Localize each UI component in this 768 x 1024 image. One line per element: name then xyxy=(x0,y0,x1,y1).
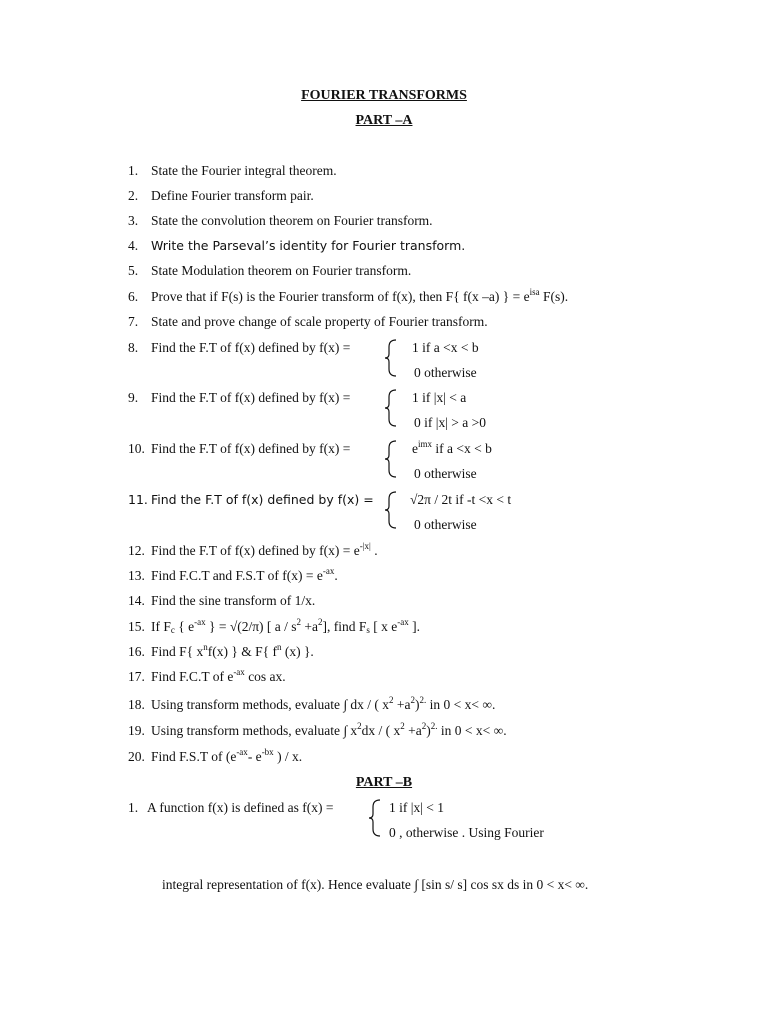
question-text: Define Fourier transform pair. xyxy=(151,188,314,203)
question-text: Write the Parseval’s identity for Fourier transform. xyxy=(151,238,466,253)
question-number: 8. xyxy=(128,340,139,355)
document-title: FOURIER TRANSFORMS xyxy=(301,88,467,103)
question-number: 12. xyxy=(128,543,145,558)
case-2: 0 otherwise xyxy=(414,517,477,532)
question-text: Prove that if F(s) is the Fourier transform of f(x), then F{ f(x –a) } = $e^{isa}$ F(s). xyxy=(151,287,569,304)
question-number: 15. xyxy=(128,619,145,634)
left-brace-icon xyxy=(384,490,398,530)
question-text: Find F{ $x^nf(x)$ } & F{ $f^n$ (x) }. xyxy=(151,642,314,659)
question-number: 14. xyxy=(128,593,145,608)
case-2: 0 , otherwise . Using Fourier xyxy=(389,825,544,840)
left-brace-icon xyxy=(384,439,398,479)
question-number: 5. xyxy=(128,263,139,278)
case-2: 0 if |x| > a >0 xyxy=(414,415,486,430)
case-2: 0 otherwise xyxy=(414,365,477,380)
question-text: State and prove change of scale property of Fourier transform. xyxy=(151,314,488,329)
question-text: Find F.S.T of ($e^{-ax}-$ $e^{-bx}$ ) / x. xyxy=(151,747,303,764)
part-b-heading: PART –B xyxy=(355,775,413,790)
case-1: $e^{imx}$ if a <x < b xyxy=(412,439,492,456)
case-1: 1 if a <x < b xyxy=(412,340,479,355)
question-text: Find the F.T of f(x) defined by f(x) = xyxy=(151,390,351,405)
question-text: Find the F.T of f(x) defined by f(x) = xyxy=(151,441,351,456)
question-text: Find the sine transform of 1/x. xyxy=(151,593,316,608)
question-text: Using transform methods, evaluate ∫ dx / ( $x^2 +a^2)^{2.}$ in 0 < x< ∞. xyxy=(151,695,496,712)
question-number: 11. xyxy=(128,492,148,507)
part-b-question-1-continuation: integral representation of f(x). Hence evaluate ∫ [sin s/ s] cos sx ds in 0 < x< ∞. xyxy=(162,877,589,892)
question-number: 4. xyxy=(128,238,139,253)
question-number: 7. xyxy=(128,314,139,329)
question-text: Find the F.T of f(x) defined by f(x) = xyxy=(151,492,374,507)
question-text: Find F.C.T and F.S.T of $f(x) = e^{-ax}$. xyxy=(151,566,338,583)
question-number: 19. xyxy=(128,723,145,738)
question-text: Using transform methods, evaluate ∫ $x^2dx$ / ( $x^2 +a^2)^{2.}$ in 0 < x< ∞. xyxy=(151,721,507,738)
question-text: Find the F.T of f(x) defined by $f(x) = e^{-|x|}$ . xyxy=(151,541,378,558)
question-text: A function f(x) is defined as f(x) = xyxy=(147,800,334,815)
question-text: Find F.C.T of $e^{-ax}$ cos ax. xyxy=(151,667,286,684)
question-number: 18. xyxy=(128,697,145,712)
question-number: 2. xyxy=(128,188,139,203)
question-number: 16. xyxy=(128,644,145,659)
part-a-heading: PART –A xyxy=(355,113,413,128)
case-1: √2π / 2t if -t <x < t xyxy=(410,492,512,507)
left-brace-icon xyxy=(368,798,382,838)
question-number: 6. xyxy=(128,289,139,304)
question-number: 20. xyxy=(128,749,145,764)
question-number: 3. xyxy=(128,213,139,228)
question-number: 13. xyxy=(128,568,145,583)
case-1: 1 if |x| < 1 xyxy=(389,800,445,815)
question-text: State Modulation theorem on Fourier transform. xyxy=(151,263,412,278)
question-number: 17. xyxy=(128,669,145,684)
question-number: 1. xyxy=(128,163,139,178)
question-text: State the convolution theorem on Fourier transform. xyxy=(151,213,433,228)
question-text: State the Fourier integral theorem. xyxy=(151,163,337,178)
case-2: 0 otherwise xyxy=(414,466,477,481)
case-1: 1 if |x| < a xyxy=(412,390,467,405)
question-number: 1. xyxy=(128,800,139,815)
question-number: 10. xyxy=(128,441,145,456)
left-brace-icon xyxy=(384,388,398,428)
question-text: If $F_c$ { $e^{-ax}$ } = √(2/π) [ $a / s^2 +a^2$], find $F_s$ [ x $e^{-ax}$ ]. xyxy=(151,617,421,635)
left-brace-icon xyxy=(384,338,398,378)
question-number: 9. xyxy=(128,390,139,405)
question-text: Find the F.T of f(x) defined by f(x) = xyxy=(151,340,351,355)
